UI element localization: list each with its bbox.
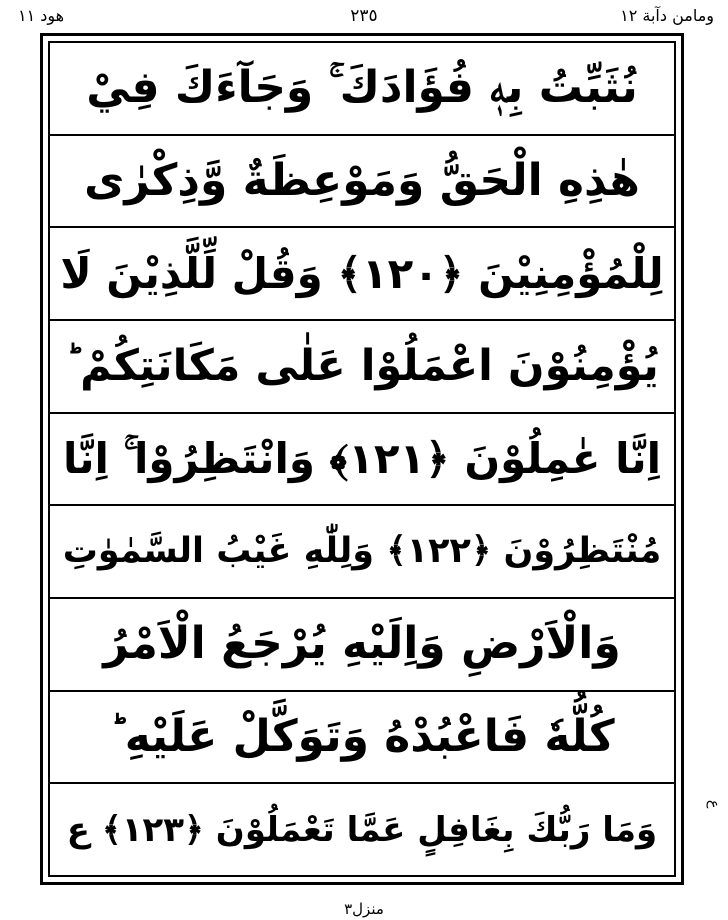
text-line-6 (50, 506, 674, 599)
manzil-footer: منزل٣ (344, 900, 384, 918)
text-block (48, 41, 676, 877)
text-line-8 (50, 692, 674, 785)
juz-header: ومامن دآبة ١٢ (620, 6, 714, 25)
line-text: اِنَّا عٰمِلُوْنَ ﴿١٢١﴾ وَانْتَظِرُوْا ۚ اِنَّا (62, 434, 662, 484)
line-text: وَالْاَرْضِ وَاِلَيْهِ يُرْجَعُ الْاَمْرُ (103, 618, 621, 670)
line-text: لِلْمُؤْمِنِيْنَ ﴿١٢٠﴾ وَقُلْ لِّلَّذِيْنَ لَا (60, 248, 664, 298)
text-line-2 (50, 136, 674, 229)
text-line-1 (50, 43, 674, 136)
line-text: نُثَبِّتُ بِهٖ فُؤَادَكَ ۚ وَجَآءَكَ فِيْ (86, 62, 638, 114)
text-line-7 (50, 599, 674, 692)
text-line-4 (50, 321, 674, 414)
line-text: وَمَا رَبُّكَ بِغَافِلٍ عَمَّا تَعْمَلُوْنَ ﴿١٢٣﴾ ع (66, 809, 658, 850)
text-line-9 (50, 784, 674, 875)
line-text: يُؤْمِنُوْنَ اعْمَلُوْا عَلٰى مَكَانَتِكُمْ ؕ (65, 340, 659, 391)
page-number: ٢٣٥ (350, 6, 378, 26)
line-text: هٰذِهِ الْحَقُّ وَمَوْعِظَةٌ وَّذِكْرٰى (84, 155, 640, 206)
text-line-5 (50, 414, 674, 507)
line-text: كُلُّهٗ فَاعْبُدْهُ وَتَوَكَّلْ عَلَيْهِ ؕ (109, 711, 615, 763)
line-text: مُنْتَظِرُوْنَ ﴿١٢٢﴾ وَلِلّٰهِ غَيْبُ السَّمٰوٰتِ (62, 531, 662, 572)
ruku-mark: ع (706, 800, 722, 809)
surah-header: ھود ١١ (18, 6, 65, 25)
text-line-3 (50, 228, 674, 321)
page-frame (40, 33, 684, 885)
